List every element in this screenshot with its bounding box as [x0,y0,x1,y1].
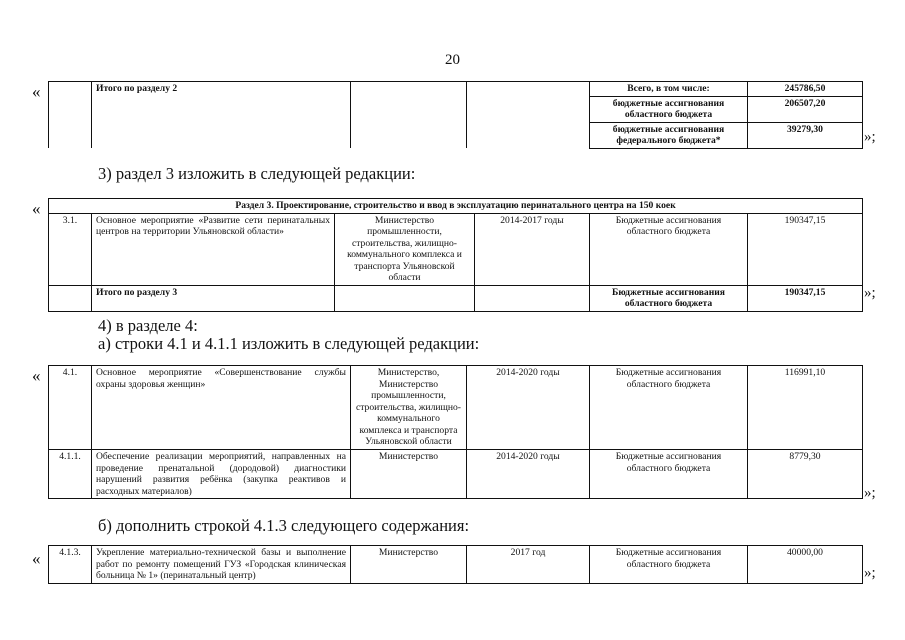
budget-source: бюджетные ассигнования областного бюджета [590,96,748,122]
budget-amount: 245786,50 [748,82,863,97]
open-quote: « [32,549,41,568]
section-4-rows-table [48,365,863,499]
section-title: Раздел 3. Проектирование, строительство и ввод в эксплуатацию перинатального центра на 150 коек [49,199,863,214]
row-number: 4.1.1. [49,450,92,499]
open-quote: « [32,366,41,385]
paragraph-section-3: 3) раздел 3 изложить в следующей редакции: [98,164,416,183]
paragraph-row-4-1-3: б) дополнить строкой 4.1.3 следующего содержания: [98,516,470,535]
table-row [49,285,863,311]
section-3-table [48,198,863,312]
budget-amount: 190347,15 [748,213,863,285]
row-4-1-3-table [48,545,863,584]
row-number: 4.1. [49,366,92,450]
budget-source: Бюджетные ассигнования областного бюджета [590,546,748,584]
budget-source: Бюджетные ассигнования областного бюджета [590,450,748,499]
budget-amount: 190347,15 [748,285,863,311]
executor: Министерство промышленности, строительства, жилищно-коммунального комплекса и транспорта Ульяновской области [335,213,475,285]
paragraph-section-4: 4) в разделе 4: [98,316,198,335]
open-quote: « [32,82,41,101]
period: 2017 год [467,546,590,584]
measure-name: Основное мероприятие «Совершенствование службы охраны здоровья женщин» [92,366,351,450]
period: 2014-2020 годы [467,366,590,450]
paragraph-rows-4-1: а) строки 4.1 и 4.1.1 изложить в следующей редакции: [98,334,480,353]
close-mark: »; [864,285,876,301]
table-row [49,82,863,97]
row-number: 3.1. [49,213,92,285]
budget-source: бюджетные ассигнования федерального бюджета* [590,122,748,148]
section-2-total-table [48,81,863,149]
total-label: Итого по разделу 3 [92,285,335,311]
table-row [49,450,863,499]
close-mark: »; [864,129,876,145]
budget-source: Бюджетные ассигнования областного бюджета [590,285,748,311]
total-label: Итого по разделу 2 [92,82,351,149]
page-number: 20 [445,52,460,68]
budget-source: Всего, в том числе: [590,82,748,97]
budget-amount: 8779,30 [748,450,863,499]
budget-source: Бюджетные ассигнования областного бюджета [590,213,748,285]
table-row [49,213,863,285]
close-mark: »; [864,565,876,581]
period: 2014-2020 годы [467,450,590,499]
budget-source: Бюджетные ассигнования областного бюджета [590,366,748,450]
executor: Министерство, Министерство промышленности, строительства, жилищно-коммунального комплекса и транспорта Ульяновской области [351,366,467,450]
table-row [49,199,863,214]
budget-amount: 40000,00 [748,546,863,584]
budget-amount: 39279,30 [748,122,863,148]
budget-amount: 206507,20 [748,96,863,122]
measure-name: Основное мероприятие «Развитие сети перинатальных центров на территории Ульяновской области» [92,213,335,285]
table-row [49,546,863,584]
executor: Министерство [351,450,467,499]
measure-name: Обеспечение реализации мероприятий, направленных на проведение пренатальной (дородовой) диагностики нарушений развития ребёнка (закупка реактивов и расходных материалов) [92,450,351,499]
open-quote: « [32,199,41,218]
period: 2014-2017 годы [475,213,590,285]
close-mark: »; [864,485,876,501]
measure-name: Укрепление материально-технической базы и выполнение работ по ремонту помещений ГУЗ «Городская клиническая больница № 1» (перинатальный центр) [92,546,351,584]
row-number: 4.1.3. [49,546,92,584]
table-row [49,366,863,450]
executor: Министерство [351,546,467,584]
budget-amount: 116991,10 [748,366,863,450]
